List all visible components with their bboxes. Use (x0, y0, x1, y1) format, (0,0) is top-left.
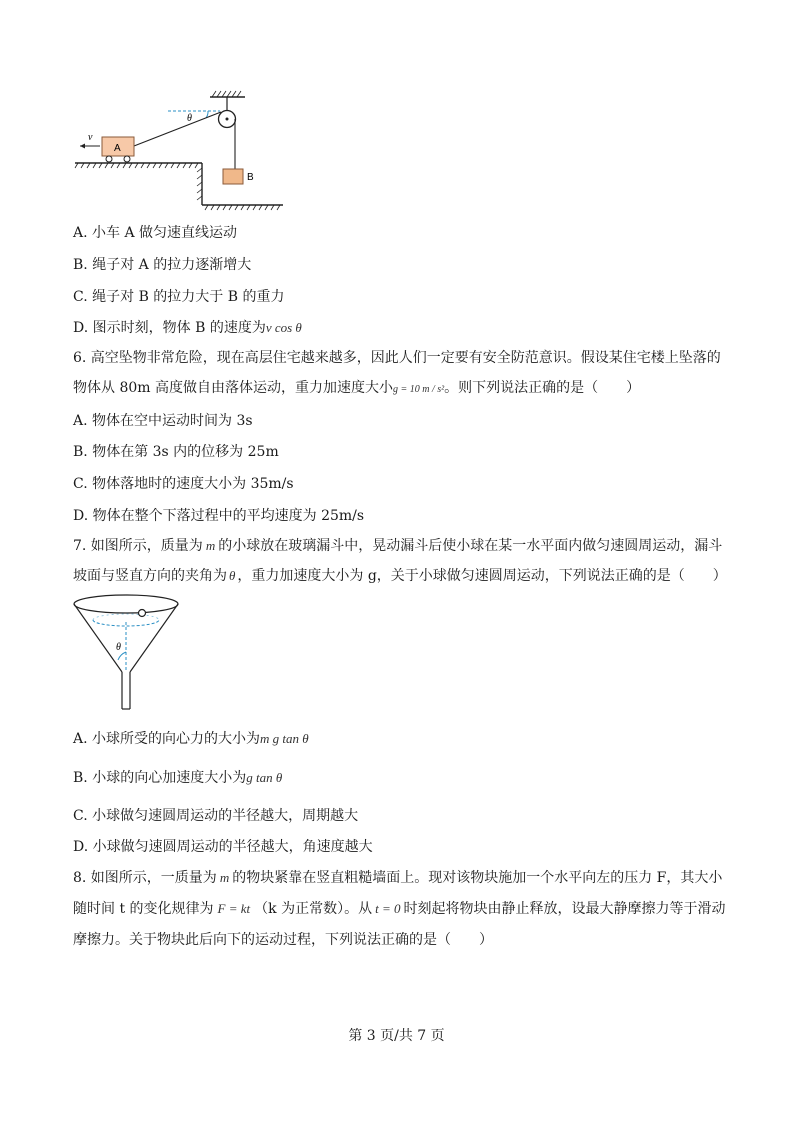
label-b: B (247, 172, 254, 183)
label-v: v (88, 132, 93, 143)
q6-option-d: D. 物体在整个下落过程中的平均速度为 25m/s (73, 508, 365, 524)
q8-time-math: t = 0 (375, 901, 401, 916)
label-theta: θ (187, 113, 192, 124)
q8-stem-text-c: 随时间 t 的变化规律为 (73, 901, 214, 917)
q6-gravity-math: g = 10 m / s² (393, 384, 445, 395)
q8-stem-line3: 摩擦力。关于物块此后向下的运动过程，下列说法正确的是（ ） (73, 932, 493, 948)
q5-option-b: B. 绳子对 A 的拉力逐渐增大 (73, 257, 252, 273)
q8-stem-text-d: （k 为正常数）。从 (254, 901, 373, 917)
q7-theta-symbol: θ (229, 568, 236, 583)
q7-option-b-text: B. 小球的向心加速度大小为 (73, 770, 247, 786)
q8-force-math: F = kt (217, 901, 251, 916)
q6-option-c: C. 物体落地时的速度大小为 35m/s (73, 476, 294, 492)
q7-stem-text-d: ，重力加速度大小为 g，关于小球做匀速圆周运动，下列说法正确的是（ ） (237, 568, 727, 584)
q7-stem-text-c: 坡面与竖直方向的夹角为 (73, 568, 227, 584)
q8-mass-symbol: m (219, 870, 230, 885)
q6-stem-text-a: 物体从 80m 高度做自由落体运动，重力加速度大小 (73, 380, 393, 396)
q7-option-c: C. 小球做匀速圆周运动的半径越大，周期越大 (73, 808, 359, 824)
q8-stem-line1 (73, 867, 722, 887)
page-footer: 第 3 页/共 7 页 (348, 1028, 445, 1044)
q5-option-a: A. 小车 A 做匀速直线运动 (73, 225, 238, 241)
ball (139, 610, 146, 617)
q6-stem-text-b: 。则下列说法正确的是（ ） (444, 380, 641, 396)
q7-mass-symbol: m (205, 538, 216, 553)
q8-stem-line2 (73, 898, 725, 918)
label-a: A (114, 143, 121, 154)
q6-option-b: B. 物体在第 3s 内的位移为 25m (73, 444, 279, 460)
cart-pulley-figure (70, 88, 295, 213)
funnel-figure (72, 592, 182, 712)
q7-stem-text-b: 的小球放在玻璃漏斗中，晃动漏斗后使小球在某一水平面内做匀速圆周运动，漏斗 (218, 538, 723, 554)
q7-stem-line1 (73, 535, 722, 555)
q8-stem-text-e: 时刻起将物块由静止释放，设最大静摩擦力等于滑动 (403, 901, 726, 917)
q8-stem-text-a: 8. 如图所示，一质量为 (73, 870, 217, 886)
q7-option-a-text: A. 小球所受的向心力的大小为 (73, 731, 261, 747)
q7-option-a (73, 728, 309, 748)
q5-option-d (73, 317, 302, 337)
q7-stem-text-a: 7. 如图所示，质量为 (73, 538, 203, 554)
q7-option-b (73, 767, 282, 787)
funnel-theta-label: θ (116, 642, 121, 653)
q7-option-b-math: g tan θ (246, 770, 283, 785)
q5-option-c: C. 绳子对 B 的拉力大于 B 的重力 (73, 289, 285, 305)
block-b (223, 169, 243, 184)
q7-option-a-math: m g tan θ (260, 731, 309, 746)
q6-stem-line1: 6. 高空坠物非常危险，现在高层住宅越来越多，因此人们一定要有安全防范意识。假设某住宅楼上坠落的 (73, 350, 721, 366)
q6-option-a: A. 物体在空中运动时间为 3s (73, 413, 253, 429)
q5-option-d-math: v cos θ (265, 320, 302, 335)
q8-stem-text-b: 的物块紧靠在竖直粗糙墙面上。现对该物块施加一个水平向左的压力 F，其大小 (232, 870, 723, 886)
q7-stem-line2 (73, 565, 727, 585)
q5-option-d-text: D. 图示时刻，物体 B 的速度为 (73, 320, 266, 336)
q7-option-d: D. 小球做匀速圆周运动的半径越大，角速度越大 (73, 839, 373, 855)
q6-stem-line2 (73, 377, 640, 397)
